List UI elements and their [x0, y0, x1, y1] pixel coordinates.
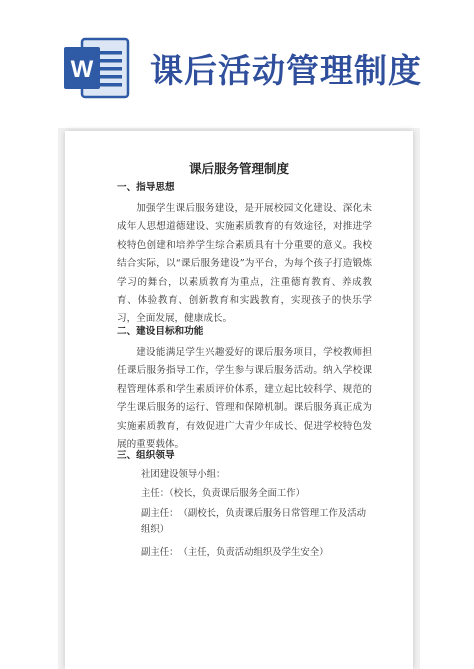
banner-title: 课后活动管理制度: [150, 51, 422, 90]
section-heading-1: 一、指导思想: [117, 182, 175, 193]
org-line-deputy-2: 副主任： （主任，负责活动组织及学生安全）: [141, 547, 329, 558]
document-title: 课后服务管理制度: [188, 161, 289, 176]
section-heading-3: 三、组织领导: [117, 450, 175, 461]
org-line-deputy-1: 副主任： （副校长，负责课后服务日常管理工作及活动组织）: [141, 508, 366, 535]
word-document-icon: [62, 37, 132, 99]
org-line-director: 主任：（校长，负责课后服务全面工作）: [141, 488, 306, 499]
org-line-group: 社团建设领导小组：: [141, 469, 226, 480]
section-2-paragraph: 建设能满足学生兴趣爱好的课后服务项目，学校教师担任课后服务指导工作，学生参与课后服务活动。纳入学校课程管理体系和学生素质评价体系，建立起比较科学、规范的学生课后服务的运行、管理和保障机制。课后服务真正成为实施素质教育，有效促进广大青少年成长、促进学校特色发展的重要载体。: [117, 347, 372, 451]
logo-letter: W: [70, 56, 94, 83]
banner-header: [0, 0, 474, 118]
section-heading-2: 二、建设目标和功能: [117, 326, 204, 337]
document-page: [65, 131, 413, 669]
section-1-paragraph: 加强学生课后服务建设，是开展校园文化建设、深化未成年人思想道德建设、实施素质教育的有效途径，对推进学校特色创建和培养学生综合素质具有十分重要的意义。我校结合实际，以“课后服务建设”为平台，为每个孩子打造锻炼学习的舞台，以素质教育为重点，注重德育教育、养成教育、体验教育、创新教育和实践教育，实现孩子的快乐学习，全面发展，健康成长。: [117, 203, 372, 325]
